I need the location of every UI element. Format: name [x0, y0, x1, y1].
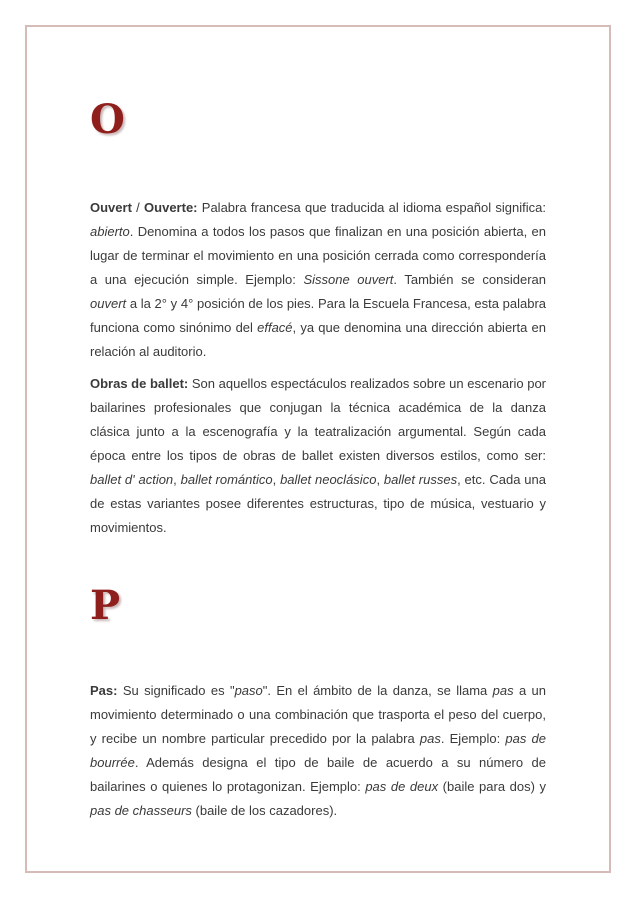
entry-term: Ouvert [90, 200, 132, 215]
italic-term: ouvert [90, 296, 127, 311]
entry-obras-de-ballet [90, 372, 546, 540]
italic-term: pas de deux [365, 779, 439, 794]
entry-text: (baile de los cazadores). [191, 803, 338, 818]
italic-term: ballet neoclásico [280, 472, 377, 487]
entry-text: , ya que denomina una dirección abierta en relación al auditorio. [90, 320, 546, 359]
entry-text: (baile para dos) y [438, 779, 546, 794]
entry-text: / [131, 200, 145, 215]
entry-text: a un movimiento determinado o una combinación que trasporta el peso del cuerpo, y recibe un nombre particular precedido por la palabra [90, 683, 546, 746]
entry-term: Ouverte: [144, 200, 198, 215]
italic-term: pas de bourrée [90, 731, 546, 770]
italic-term: paso [234, 683, 263, 698]
italic-term: ballet russes [383, 472, 458, 487]
entry-pas [90, 679, 546, 823]
entry-text: . Denomina a todos los pasos que finalizan en una posición abierta, en lugar de terminar el movimiento en una posición cerrada como correspondería a una ejecución simple. Ejemplo: [90, 224, 546, 287]
italic-term: ballet d' action [90, 472, 174, 487]
entry-term: Obras de ballet: [90, 376, 189, 391]
entry-text: , [173, 472, 181, 487]
entry-text: . Además designa el tipo de baile de acuerdo a su número de bailarines o quienes lo protagonizan. Ejemplo: [90, 755, 546, 794]
italic-term: Sissone ouvert [303, 272, 394, 287]
italic-term: pas de chasseurs [90, 803, 192, 818]
section-letter-o: O [90, 96, 125, 143]
entry-text: , etc. Cada una de estas variantes posee diferentes estructuras, tipo de música, vestuario y movimientos. [90, 472, 546, 535]
italic-term: ballet romántico [180, 472, 273, 487]
entry-text: Su significado es " [117, 683, 235, 698]
italic-term: effacé [257, 320, 293, 335]
italic-term: pas [492, 683, 514, 698]
entry-text: ". En el ámbito de la danza, se llama [262, 683, 493, 698]
entry-text: a la 2° y 4° posición de los pies. Para la Escuela Francesa, esta palabra funciona como sinónimo del [90, 296, 546, 335]
entry-ouvert [90, 196, 546, 364]
entry-text: Son aquellos espectáculos realizados sobre un escenario por bailarines profesionales que conjugan la técnica académica de la danza clásica junto a la escenografía y la teatralización argumental. Según cada época entre los tipos de obras de ballet existen diversos estilos, como ser: [90, 376, 547, 463]
entry-term: Pas: [90, 683, 118, 698]
entry-text: , [376, 472, 384, 487]
italic-term: pas [419, 731, 441, 746]
italic-term: abierto [90, 224, 130, 239]
entry-text: , [272, 472, 281, 487]
entry-text: . También se consideran [393, 272, 546, 287]
entry-text: . Ejemplo: [440, 731, 506, 746]
entry-text: Palabra francesa que traducida al idioma español significa: [197, 200, 546, 215]
section-letter-p: P [90, 582, 121, 629]
